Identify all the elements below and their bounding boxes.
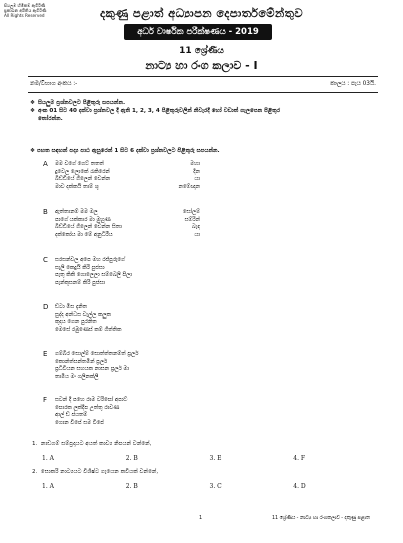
passage-author: යා	[194, 231, 200, 238]
bullet-icon: ❖	[30, 108, 36, 114]
question-text: නාඩගම් සම්ප්‍රදායට අයත් කාව්‍ය නිපයන් වන්නේ,	[40, 441, 152, 447]
passage-line: මම වගේ ගෙට් තතත්	[55, 161, 104, 167]
passage-line: ගොන විපේ සම විපේ	[55, 419, 104, 426]
divider	[28, 92, 378, 93]
passage-line: කොන්ත්සන්තමින් ප්‍රලර්	[55, 358, 108, 365]
instruction-text: අංක 01 සිට 40 දක්වා ප්‍රශ්නවල දී ඇති 1, 2, 3, 4 පිළිතුරුවලින් නිවැරදි හෝ වඩාත් ගැලපෙන පිළිතුර	[38, 108, 281, 114]
passage-line: සවන් දී පහෙ රාම වරිපෝ අපාට්	[55, 397, 128, 403]
passage-e	[43, 350, 200, 381]
passage-line: පොරක ලක්දීප උත්තු රාවණ	[55, 404, 120, 411]
bullet-icon: ❖	[30, 100, 36, 106]
passage-line: සැලි කෙදුයි කිරි පුජසා	[55, 264, 105, 271]
copyright-line: ප්‍රකාශන අයිතිය ඇවිරිණි	[4, 8, 47, 13]
passage-c	[43, 256, 200, 287]
passage-author: මහා	[190, 161, 200, 167]
question-instruction	[30, 148, 375, 155]
passage-line: ඇත්තානම් මම මල	[55, 209, 98, 215]
passage-line: ප්‍රධිවියන සහයක නාසන ප්‍රලර් මා	[55, 366, 130, 373]
instruction-text: සියලුම ප්‍රශ්නවලට පිළිතුරු සපයන්න.	[38, 100, 126, 106]
option-3[interactable]: 3. C	[209, 483, 222, 490]
option-2[interactable]: 2. B	[125, 483, 138, 490]
passage-line: පාගේ යක්කාර මා මුහුණ	[55, 216, 111, 223]
passage-line: බිඩ්ඩියේ ගිලෙන් වෙන්න සිතා	[55, 224, 122, 231]
instruction-block	[30, 99, 375, 123]
subject-title: නාට්‍ය හා රංග කලාව - I	[145, 59, 258, 72]
passage-line: තාමිය මං ගලිනක්ලී	[55, 373, 99, 380]
exam-banner: අර්ධ වාර්ෂික පරීක්ෂණය - 2019	[124, 24, 272, 40]
passage-b	[43, 208, 200, 239]
option-1[interactable]: 1. A	[42, 483, 54, 490]
question-1	[32, 441, 377, 462]
name-label: නම/විභාග අංකය :-	[30, 80, 78, 87]
passage-line: පැතු කිකි ගොලෙලා සම්බෙලි පිලා	[55, 272, 133, 279]
passage-author: යා	[194, 176, 200, 183]
option-2[interactable]: 2. B	[125, 455, 138, 462]
passage-f	[43, 396, 200, 427]
question-number: 1.	[32, 441, 38, 447]
copyright-line: සියලුම හිමිකම් ඇවිරිණි	[4, 3, 46, 8]
passage-line: මෙසේ රඹුණෙස් කම් ගිත්තික	[55, 326, 122, 333]
option-4[interactable]: 4. F	[293, 455, 306, 462]
department-title: දකුණු පළාත් අධ්‍යාපන දෙපාර්තමේන්තුව	[99, 6, 304, 20]
question-number: 2.	[32, 469, 38, 475]
passage-letter: D	[43, 303, 49, 311]
option-3[interactable]: 3. E	[209, 455, 222, 462]
footer-note: 11 ශ්‍රේණිය - නාට්‍ය හා රංගකලාව - දකුණු පළාත	[272, 516, 370, 521]
passage-line: ගම්බිර සොල්ම් සොත්ත්තනම්ත් ප්‍රලර්	[55, 351, 139, 357]
bullet-icon: ❖	[30, 148, 37, 154]
question-text: සොකරි නාට්‍යයට විශිෂ්ට ගැයෙන කවියක් වන්නේ,	[40, 469, 159, 475]
passage-author: නමේඥාන	[178, 183, 200, 190]
passage-line: සුද්ද අන්ධස වැල්ල කලුක	[55, 311, 111, 318]
copyright-line: All Rights Reserved	[4, 13, 45, 18]
option-4[interactable]: 4. D	[293, 483, 306, 490]
passage-letter: F	[43, 396, 48, 404]
passage-letter: B	[43, 208, 48, 216]
passage-letter: C	[43, 256, 48, 264]
time-label: කාලය : පැය 03යි.	[330, 80, 376, 87]
question-instruction-text: පහත සඳහන් පද්‍ය පාඨ ඇසුරෙන් 1 සිට 6 දක්වා ප්‍රශ්නවලට පිළිතුරු සපයන්න.	[36, 148, 220, 154]
instruction-text: තෝරන්න.	[38, 116, 63, 122]
passage-author: දීන	[193, 168, 200, 175]
passage-letter: E	[43, 350, 48, 358]
passage-letter: A	[43, 160, 48, 168]
passage-a	[43, 160, 200, 191]
passage-line: බිඩ්ඩියේ ගිලෙන් වෙන්න	[55, 176, 111, 183]
option-1[interactable]: 1. A	[42, 455, 54, 462]
passage-line: මාව දක්කයි තාම් ශු	[55, 183, 99, 190]
passage-line: ඩ්ටා මිස දැනිත	[55, 304, 87, 310]
name-time-row	[28, 77, 378, 91]
question-2	[32, 469, 377, 490]
passage-author: සෝලම්	[182, 209, 200, 215]
passage-line: දක්කෝය මා මේ අනුධිරීය	[55, 231, 113, 238]
page-number: 1	[199, 515, 203, 521]
grade-label: 11 ශ්‍රේණිය	[179, 46, 224, 56]
passage-line: දුවෙල ලොකේ රැකිරෙන්	[55, 168, 110, 175]
passage-line: පැන්කුසනම් කිරි පුජසා	[55, 279, 106, 286]
passage-author: සම්රින්	[184, 216, 200, 223]
passage-line: කුදය ගෙන පුරනිත	[55, 319, 97, 326]
passage-line: ආල් ඩ් ජයතම්	[55, 412, 88, 419]
passage-d	[43, 303, 200, 334]
passage-author: බැඳ	[191, 224, 200, 231]
passage-line: සරසන්වල අපෙ මහ රජ්පුරුගේ	[55, 257, 125, 263]
